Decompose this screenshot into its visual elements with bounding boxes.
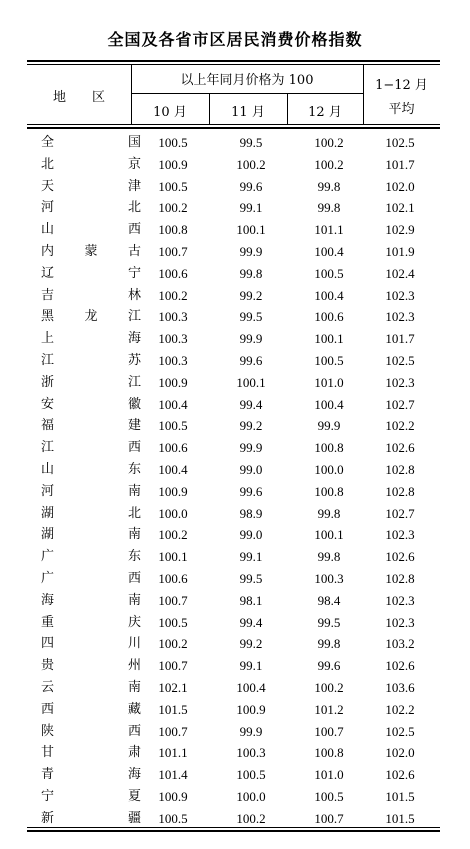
region-name — [41, 176, 141, 198]
value-oct: 100.7 — [158, 592, 188, 608]
value-dec: 100.5 — [314, 353, 344, 368]
value-nov: 99.5 — [239, 135, 263, 150]
region-char: 浙 — [41, 374, 55, 390]
value-nov: 99.1 — [239, 549, 263, 565]
value-avg: 102.6 — [385, 440, 415, 456]
value-nov: 100.4 — [236, 680, 266, 695]
value-oct: 100.2 — [158, 527, 188, 543]
value-dec: 99.6 — [317, 658, 341, 674]
value-dec: 100.0 — [314, 462, 344, 477]
value-oct: 100.9 — [158, 789, 188, 804]
value-dec: 99.9 — [317, 418, 341, 434]
value-nov: 99.9 — [239, 440, 263, 456]
region-name — [41, 285, 141, 307]
region-char: 江 — [127, 374, 141, 390]
value-avg: 102.2 — [385, 701, 415, 717]
value-dec: 101.1 — [314, 222, 344, 238]
region-char: 湖 — [41, 505, 55, 521]
value-avg: 102.6 — [385, 658, 415, 674]
value-dec: 99.5 — [317, 614, 341, 630]
value-avg: 102.3 — [385, 309, 415, 325]
region-name — [41, 590, 141, 612]
group-subrule — [131, 93, 363, 94]
value-avg: 101.7 — [385, 331, 415, 347]
region-char: 东 — [127, 549, 141, 565]
region-char: 藏 — [127, 701, 141, 717]
table-row — [27, 154, 440, 176]
region-name — [41, 546, 141, 568]
region-char: 广 — [41, 549, 55, 565]
region-char: 川 — [127, 636, 141, 652]
region-char: 云 — [41, 680, 55, 695]
table-row — [27, 328, 440, 350]
value-avg: 102.3 — [385, 592, 415, 608]
value-dec: 100.5 — [314, 789, 344, 804]
region-char: 津 — [127, 178, 141, 194]
region-name — [41, 437, 141, 459]
region-header: 地 区 — [52, 90, 105, 105]
region-char: 广 — [41, 571, 55, 586]
table-row — [27, 546, 440, 568]
value-dec: 100.8 — [314, 483, 344, 499]
table-row — [27, 241, 440, 263]
table-row — [27, 633, 440, 655]
region-name — [41, 263, 141, 285]
value-nov: 99.8 — [239, 265, 263, 281]
region-char: 苏 — [127, 353, 141, 368]
value-nov: 99.5 — [239, 571, 263, 586]
region-char: 陕 — [41, 723, 55, 739]
region-char: 东 — [127, 462, 141, 477]
region-name — [41, 372, 141, 394]
region-char: 海 — [127, 331, 141, 347]
value-oct: 100.4 — [158, 396, 188, 412]
region-name — [41, 394, 141, 416]
value-oct: 100.3 — [158, 309, 188, 325]
value-nov: 100.2 — [236, 156, 266, 172]
value-nov: 99.6 — [239, 353, 263, 368]
value-avg: 102.4 — [385, 265, 415, 281]
value-nov: 99.4 — [239, 614, 263, 630]
region-char: 宁 — [127, 265, 141, 281]
region-char: 国 — [127, 135, 141, 150]
value-dec: 100.8 — [314, 745, 344, 761]
value-oct: 100.5 — [158, 178, 188, 194]
region-name — [41, 328, 141, 350]
avg-header-line2: 平均 — [388, 102, 415, 117]
value-avg: 102.5 — [385, 135, 415, 150]
value-avg: 101.9 — [385, 244, 415, 259]
value-nov: 100.5 — [236, 767, 266, 783]
value-nov: 99.0 — [239, 527, 263, 543]
value-avg: 102.3 — [385, 374, 415, 390]
region-name — [41, 197, 141, 219]
region-name — [41, 415, 141, 437]
value-dec: 100.4 — [314, 396, 344, 412]
value-oct: 100.9 — [158, 374, 188, 390]
value-dec: 100.7 — [314, 723, 344, 739]
region-char: 北 — [127, 505, 141, 521]
value-oct: 100.2 — [158, 287, 188, 303]
region-name — [41, 786, 141, 808]
table-row — [27, 459, 440, 481]
value-nov: 99.9 — [239, 331, 263, 347]
region-char: 山 — [41, 222, 55, 238]
region-char: 全 — [41, 135, 55, 150]
value-avg: 102.0 — [385, 178, 415, 194]
month-header-10: 10 月 — [153, 105, 187, 120]
region-char: 西 — [41, 701, 55, 717]
region-name — [41, 459, 141, 481]
region-char: 安 — [41, 396, 55, 412]
value-avg: 102.2 — [385, 418, 415, 434]
value-avg: 102.6 — [385, 767, 415, 783]
value-avg: 102.8 — [385, 571, 415, 586]
table-title: 全国及各省市区居民消费价格指数 — [107, 30, 363, 49]
value-dec: 100.6 — [314, 309, 344, 325]
table-row — [27, 306, 440, 328]
value-oct: 100.3 — [158, 331, 188, 347]
region-name — [41, 154, 141, 176]
region-char: 天 — [41, 178, 55, 194]
region-char: 林 — [127, 287, 141, 303]
region-char: 古 — [127, 244, 141, 259]
region-name — [41, 241, 141, 263]
value-oct: 100.6 — [158, 265, 188, 281]
value-oct: 101.4 — [158, 767, 188, 783]
table-row — [27, 721, 440, 743]
region-char: 龙 — [84, 309, 98, 325]
value-oct: 100.2 — [158, 636, 188, 652]
month-header-12: 12 月 — [308, 105, 342, 120]
region-name — [41, 677, 141, 699]
region-char: 河 — [41, 200, 55, 216]
value-avg: 102.5 — [385, 723, 415, 739]
value-dec: 100.4 — [314, 287, 344, 303]
value-dec: 99.8 — [317, 549, 341, 565]
bottom-rule-thin — [27, 827, 440, 828]
value-nov: 99.9 — [239, 244, 263, 259]
region-name — [41, 503, 141, 525]
value-avg: 102.6 — [385, 549, 415, 565]
region-char: 肃 — [127, 745, 141, 761]
region-char: 建 — [127, 418, 141, 434]
region-char: 西 — [127, 440, 141, 456]
value-avg: 102.7 — [385, 505, 415, 521]
value-nov: 99.5 — [239, 309, 263, 325]
region-name — [41, 350, 141, 372]
region-char: 蒙 — [84, 244, 98, 259]
value-avg: 103.6 — [385, 680, 415, 695]
value-nov: 99.4 — [239, 396, 263, 412]
value-oct: 100.5 — [158, 135, 188, 150]
region-char: 重 — [41, 614, 55, 630]
value-dec: 99.8 — [317, 200, 341, 216]
region-name — [41, 481, 141, 503]
value-nov: 100.2 — [236, 810, 266, 826]
bottom-rule-thick — [27, 830, 440, 832]
value-dec: 100.2 — [314, 135, 344, 150]
value-oct: 100.5 — [158, 418, 188, 434]
value-avg: 102.8 — [385, 462, 415, 477]
value-dec: 101.0 — [314, 767, 344, 783]
value-oct: 100.7 — [158, 244, 188, 259]
region-char: 湖 — [41, 527, 55, 543]
value-oct: 100.8 — [158, 222, 188, 238]
value-oct: 100.7 — [158, 723, 188, 739]
region-char: 州 — [127, 658, 141, 674]
table-row — [27, 481, 440, 503]
value-oct: 101.1 — [158, 745, 188, 761]
region-char: 青 — [41, 767, 55, 783]
value-avg: 102.9 — [385, 222, 415, 238]
region-char: 南 — [127, 483, 141, 499]
region-char: 贵 — [41, 658, 55, 674]
value-avg: 101.5 — [385, 789, 415, 804]
region-name — [41, 132, 141, 154]
value-oct: 100.6 — [158, 571, 188, 586]
value-dec: 101.0 — [314, 374, 344, 390]
value-oct: 102.1 — [158, 680, 188, 695]
value-oct: 100.9 — [158, 156, 188, 172]
region-char: 西 — [127, 222, 141, 238]
value-nov: 99.6 — [239, 178, 263, 194]
table-row — [27, 263, 440, 285]
value-avg: 102.3 — [385, 614, 415, 630]
region-char: 京 — [127, 156, 141, 172]
region-char: 四 — [41, 636, 55, 652]
table-row — [27, 655, 440, 677]
table-row — [27, 590, 440, 612]
region-char: 甘 — [41, 745, 55, 761]
table-row — [27, 437, 440, 459]
value-dec: 99.8 — [317, 505, 341, 521]
table-row — [27, 677, 440, 699]
value-nov: 99.2 — [239, 418, 263, 434]
avg-header-line1: 1−12 月 — [375, 78, 428, 93]
table-row — [27, 503, 440, 525]
value-avg: 102.5 — [385, 353, 415, 368]
region-name — [41, 655, 141, 677]
region-char: 海 — [41, 592, 55, 608]
value-nov: 99.2 — [239, 636, 263, 652]
table-row — [27, 350, 440, 372]
value-avg: 102.0 — [385, 745, 415, 761]
value-dec: 100.8 — [314, 440, 344, 456]
table-row — [27, 176, 440, 198]
region-char: 南 — [127, 527, 141, 543]
value-dec: 100.3 — [314, 571, 344, 586]
region-char: 疆 — [127, 810, 141, 826]
value-oct: 100.1 — [158, 549, 188, 565]
table-row — [27, 612, 440, 634]
region-char: 庆 — [127, 614, 141, 630]
value-dec: 99.8 — [317, 178, 341, 194]
region-name — [41, 764, 141, 786]
value-dec: 100.7 — [314, 810, 344, 826]
value-avg: 101.5 — [385, 810, 415, 826]
region-char: 夏 — [127, 789, 141, 804]
value-avg: 101.7 — [385, 156, 415, 172]
region-char: 北 — [127, 200, 141, 216]
region-name — [41, 721, 141, 743]
value-nov: 99.6 — [239, 483, 263, 499]
value-nov: 99.9 — [239, 723, 263, 739]
region-char: 徽 — [127, 396, 141, 412]
top-rule-thin — [27, 64, 440, 65]
month-header-11: 11 月 — [231, 105, 265, 120]
region-char: 辽 — [41, 265, 55, 281]
header-rule-thin — [27, 124, 440, 125]
value-oct: 100.0 — [158, 505, 188, 521]
value-avg: 102.3 — [385, 527, 415, 543]
region-char: 南 — [127, 592, 141, 608]
value-dec: 100.2 — [314, 680, 344, 695]
region-name — [41, 306, 141, 328]
region-char: 江 — [127, 309, 141, 325]
value-nov: 100.0 — [236, 789, 266, 804]
region-char: 福 — [41, 418, 55, 434]
value-nov: 99.2 — [239, 287, 263, 303]
group-header: 以上年同月价格为 100 — [180, 73, 314, 88]
region-name — [41, 612, 141, 634]
value-nov: 99.1 — [239, 200, 263, 216]
region-char: 吉 — [41, 287, 55, 303]
table-row — [27, 415, 440, 437]
value-dec: 99.8 — [317, 636, 341, 652]
table-row — [27, 742, 440, 764]
table-row — [27, 786, 440, 808]
region-name — [41, 742, 141, 764]
region-char: 上 — [41, 331, 55, 347]
value-nov: 98.9 — [239, 505, 263, 521]
region-char: 海 — [127, 767, 141, 783]
value-avg: 103.2 — [385, 636, 415, 652]
value-nov: 100.1 — [236, 222, 266, 238]
value-oct: 101.5 — [158, 701, 188, 717]
region-char: 宁 — [41, 789, 55, 804]
region-char: 西 — [127, 723, 141, 739]
value-oct: 100.4 — [158, 462, 188, 477]
value-oct: 100.2 — [158, 200, 188, 216]
value-dec: 101.2 — [314, 701, 344, 717]
region-name — [41, 219, 141, 241]
region-char: 北 — [41, 156, 55, 172]
table-row — [27, 197, 440, 219]
value-dec: 100.1 — [314, 331, 344, 347]
region-name — [41, 524, 141, 546]
top-rule-thick — [27, 60, 440, 62]
value-avg: 102.8 — [385, 483, 415, 499]
value-dec: 98.4 — [317, 592, 341, 608]
value-oct: 100.9 — [158, 483, 188, 499]
table-row — [27, 699, 440, 721]
table-row — [27, 764, 440, 786]
value-oct: 100.6 — [158, 440, 188, 456]
table-row — [27, 219, 440, 241]
region-char: 新 — [41, 810, 55, 826]
region-char: 南 — [127, 680, 141, 695]
region-char: 西 — [127, 571, 141, 586]
value-dec: 100.2 — [314, 156, 344, 172]
value-avg: 102.7 — [385, 396, 415, 412]
value-dec: 100.4 — [314, 244, 344, 259]
table-row — [27, 132, 440, 154]
region-char: 江 — [41, 353, 55, 368]
region-name — [41, 568, 141, 590]
region-name — [41, 699, 141, 721]
table-row — [27, 285, 440, 307]
value-oct: 100.7 — [158, 658, 188, 674]
value-nov: 98.1 — [239, 592, 263, 608]
value-dec: 100.1 — [314, 527, 344, 543]
table-row — [27, 372, 440, 394]
value-avg: 102.1 — [385, 200, 415, 216]
value-oct: 100.5 — [158, 810, 188, 826]
table-row — [27, 568, 440, 590]
region-char: 内 — [41, 244, 55, 259]
value-dec: 100.5 — [314, 265, 344, 281]
value-nov: 99.0 — [239, 462, 263, 477]
header-rule-thick — [27, 127, 440, 129]
region-char: 山 — [41, 462, 55, 477]
table-row — [27, 524, 440, 546]
table-row — [27, 394, 440, 416]
value-oct: 100.5 — [158, 614, 188, 630]
region-char: 黑 — [41, 309, 55, 325]
value-nov: 99.1 — [239, 658, 263, 674]
value-nov: 100.1 — [236, 374, 266, 390]
value-nov: 100.3 — [236, 745, 266, 761]
value-nov: 100.9 — [236, 701, 266, 717]
region-char: 江 — [41, 440, 55, 456]
value-avg: 102.3 — [385, 287, 415, 303]
region-name — [41, 633, 141, 655]
value-oct: 100.3 — [158, 353, 188, 368]
region-char: 河 — [41, 483, 55, 499]
